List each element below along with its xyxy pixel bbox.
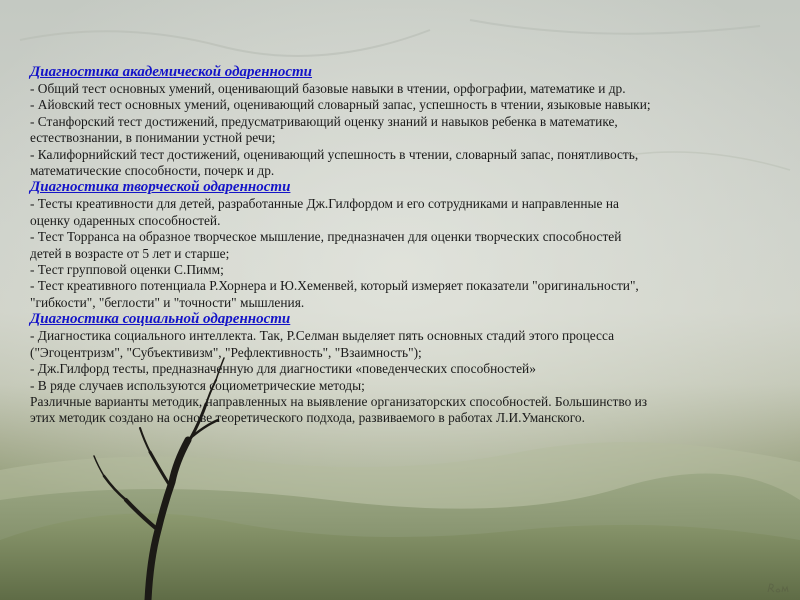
text-line: - Тест групповой оценки С.Пимм;: [30, 262, 224, 278]
painter-signature-mark: [766, 582, 790, 594]
text-content: [30, 64, 770, 427]
text-line: - Диагностика социального интеллекта. Так, Р.Селман выделяет пять основных стадий этого процесса: [30, 328, 615, 344]
text-line: - Калифорнийский тест достижений, оценивающий успешность в чтении, словарный запас, понятливость,: [30, 146, 639, 162]
text-line: - Общий тест основных умений, оценивающий базовые навыки в чтении, орфографии, математике и др.: [30, 81, 626, 96]
section-heading: Диагностика творческой одаренности: [30, 179, 291, 196]
text-line: - Дж.Гилфорд тесты, предназначенную для диагностики «поведенческих способностей»: [30, 361, 536, 377]
text-line: Различные варианты методик, направленных на выявление организаторских способностей. Большинство из: [30, 393, 648, 409]
text-line: математические способности, почерк и др.: [30, 163, 275, 179]
text-line: "гибкости", "беглости" и "точности" мышления.: [30, 294, 305, 310]
text-line: ("Эгоцентризм", "Субъективизм", "Рефлективность", "Взаимность");: [30, 344, 422, 360]
text-line: этих методик создано на основе теоретического подхода, развиваемого в работах Л.И.Уманского.: [30, 410, 585, 426]
text-line: - В ряде случаев используются социометрические методы;: [30, 377, 365, 393]
section-creative: [30, 179, 770, 311]
text-line: - Тест креативного потенциала Р.Хорнера и Ю.Хеменвей, который измеряет показатели "оригинальности",: [30, 278, 639, 294]
text-line: - Айовский тест основных умений, оценивающий словарный запас, успешность в чтении, языковые навыки;: [30, 97, 651, 113]
text-line: естествознании, в понимании устной речи;: [30, 130, 276, 146]
section-social: [30, 311, 770, 426]
text-line: - Станфорский тест достижений, предусматривающий оценку знаний и навыков ребенка в математике,: [30, 113, 618, 129]
text-line: детей в возрасте от 5 лет и старше;: [30, 245, 230, 261]
text-line: - Тесты креативности для детей, разработанные Дж.Гилфордом и его сотрудниками и направленные на: [30, 196, 619, 212]
text-line: - Тест Торранса на образное творческое мышление, предназначен для оценки творческих способностей: [30, 229, 622, 245]
section-academic: [30, 64, 770, 179]
text-line: оценку одаренных способностей.: [30, 212, 221, 228]
section-heading: Диагностика академической одаренности: [30, 64, 313, 80]
section-heading: Диагностика социальной одаренности: [30, 311, 291, 328]
